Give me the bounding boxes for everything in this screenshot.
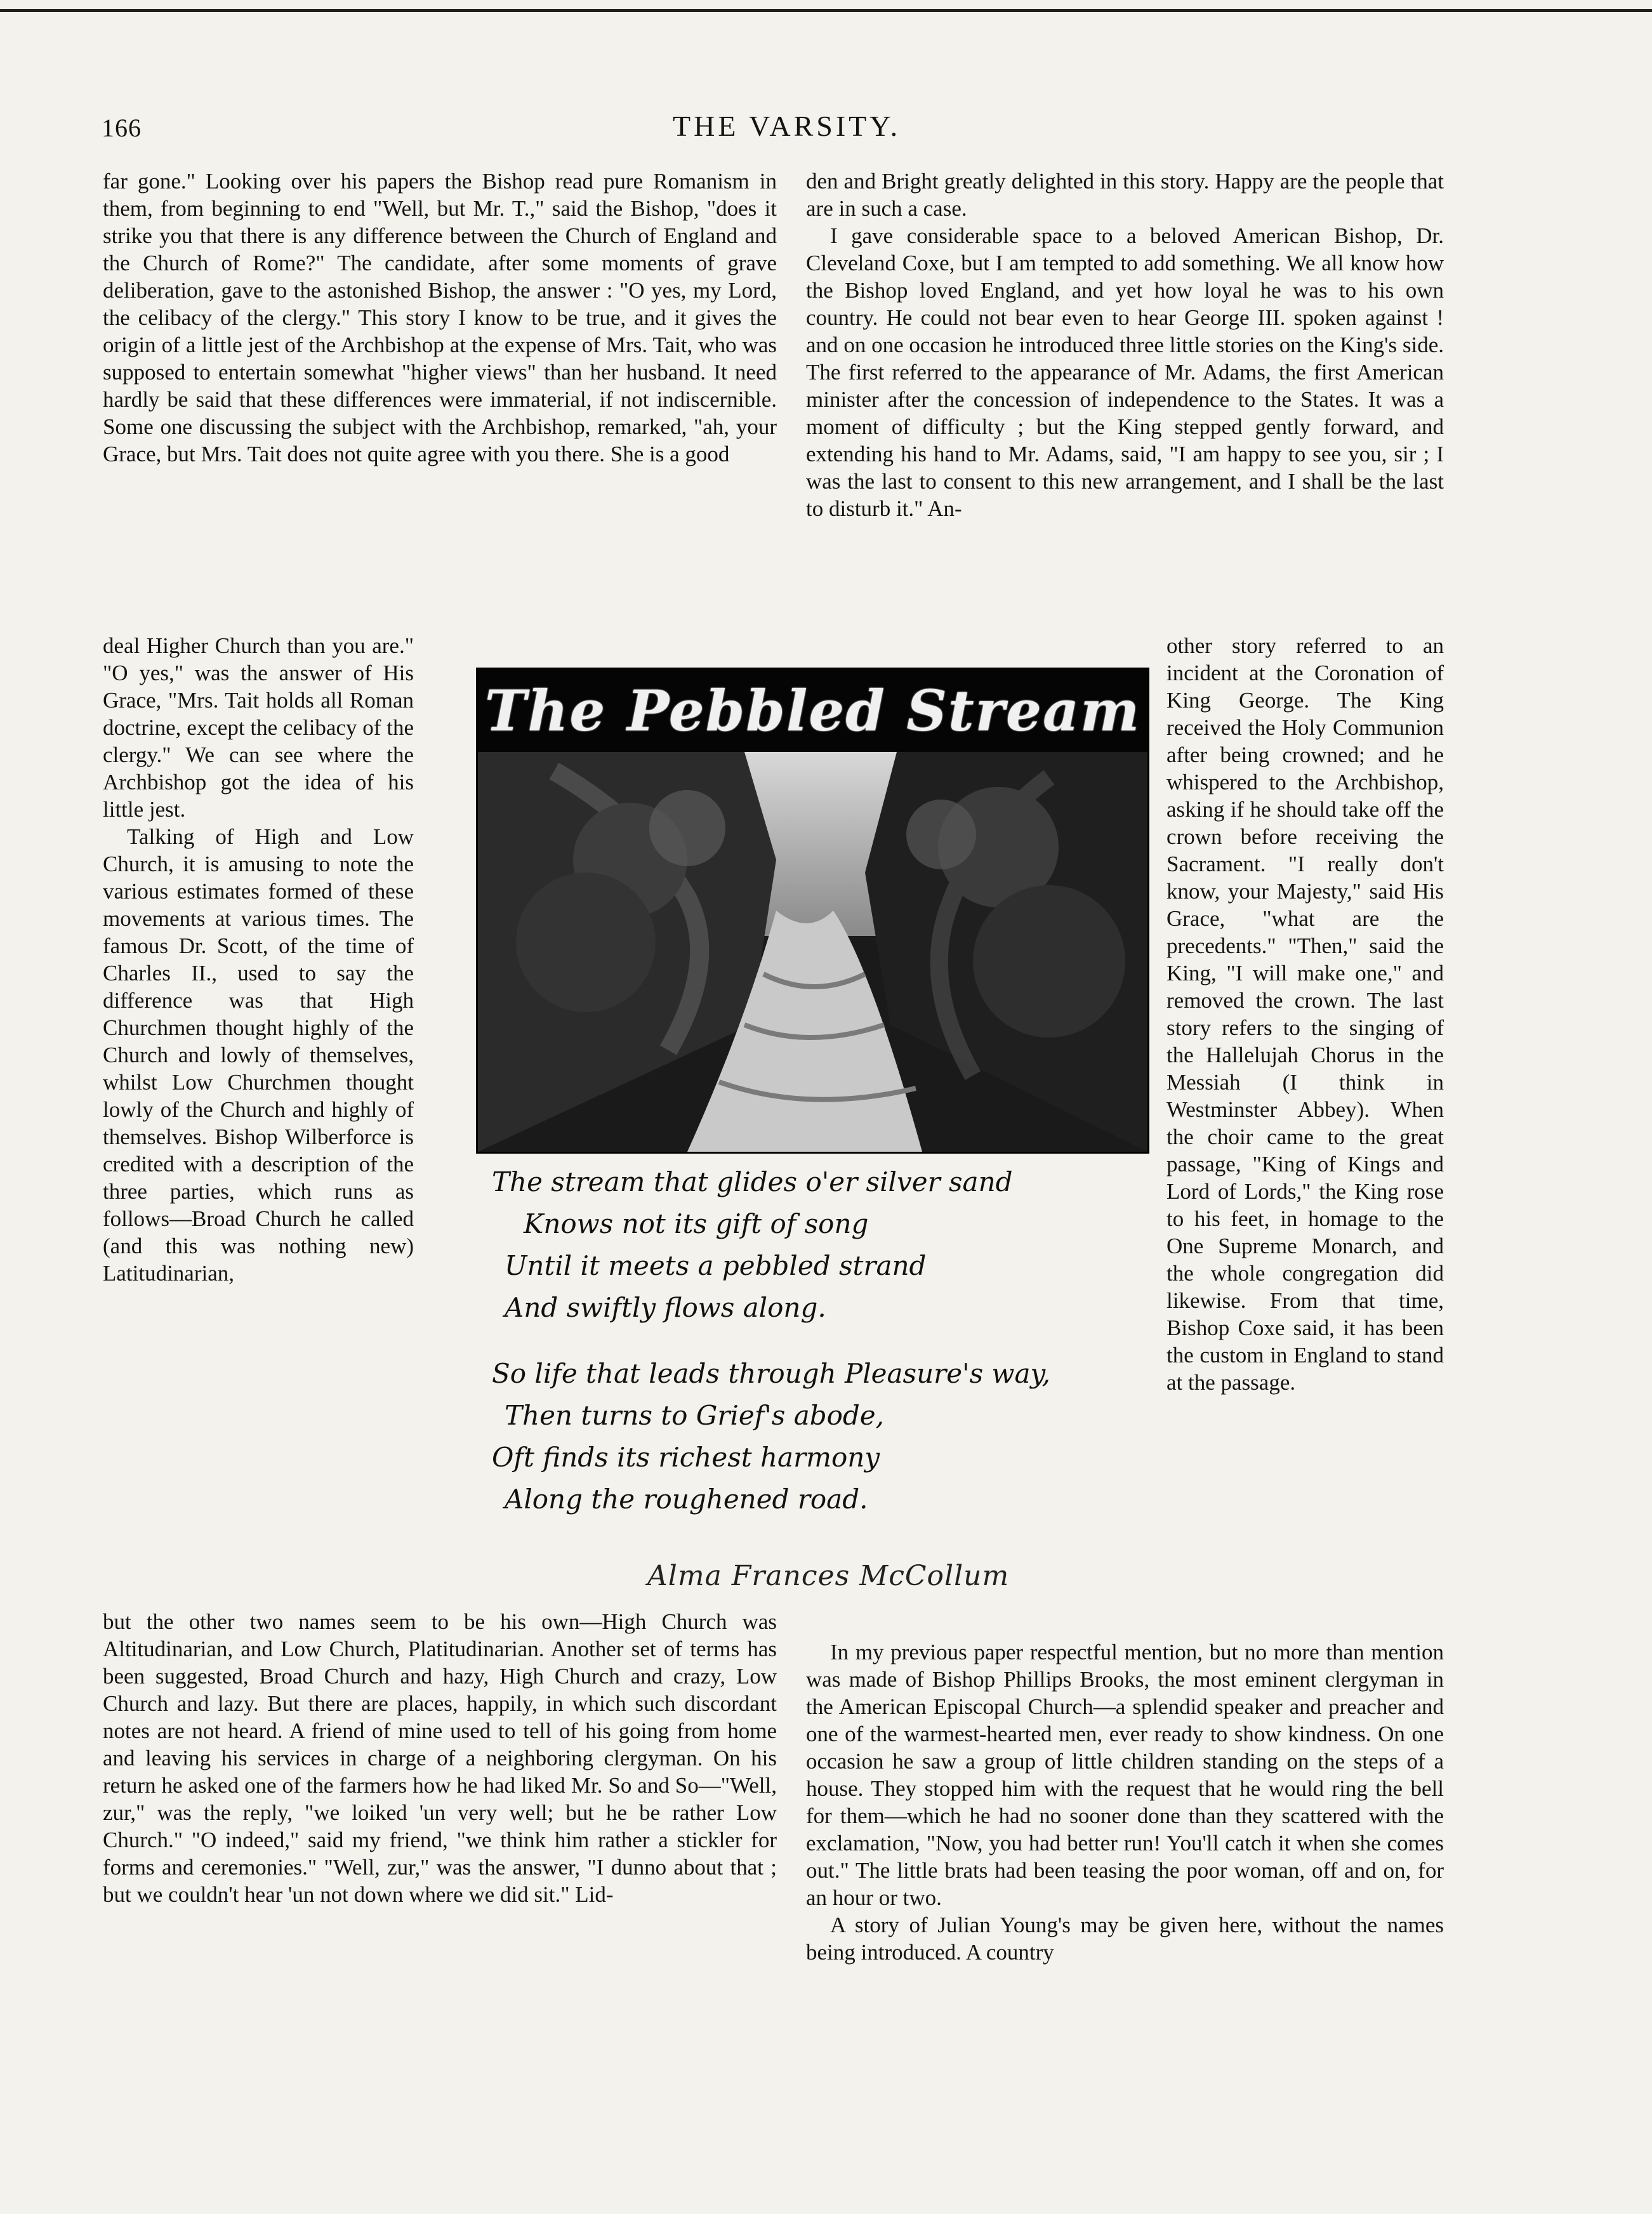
poem-line: So life that leads through Pleasure's way, — [492, 1358, 1051, 1389]
paragraph: but the other two names seem to be his own—High Church was Altitudinarian, and Low Church, Platitudinarian. Another set of terms has been suggested, Broad Church and hazy, High Church and crazy, Low Church and lazy. But there are places, happily, in which such discordant notes are not heard. A friend of mine used to tell of his going from home and leaving his services in charge of a neighboring clergyman. On his return he asked one of the farmers how he had liked Mr. So and So—"Well, zur," was the reply, "we loiked 'un very well; but he be rather Low Church." "O indeed," said my friend, "we think him rather a stickler for forms and ceremonies." "Well, zur," was the answer, "I dunno about that ; but we couldn't hear 'un not down where we did sit." Lid- — [103, 1609, 777, 1907]
poem — [492, 1161, 1127, 1520]
masthead-title: THE VARSITY. — [673, 110, 901, 142]
right-column-bottom — [806, 1638, 1444, 1966]
paragraph: In my previous paper respectful mention, but no more than mention was made of Bishop Phillips Brooks, the most eminent clergyman in the American Episcopal Church—a splendid speaker and preacher and one of the warmest-hearted men, ever ready to show kindness. On one occasion he saw a group of little children standing on the steps of a house. They stopped him with the request that he would ring the bell for them—which he had no sooner done than they scattered with the exclamation, "Now, you had better run! You'll catch it when she comes out." The little brats had been teasing the poor woman, off and on, for an hour or two. — [806, 1640, 1444, 1910]
stream-illustration — [476, 668, 1149, 1154]
right-column-narrow — [1166, 632, 1444, 1396]
page-number: 166 — [102, 114, 142, 142]
poem-line: Knows not its gift of song — [524, 1208, 869, 1239]
top-rule — [0, 9, 1652, 12]
poem-line: Until it meets a pebbled strand — [505, 1250, 927, 1281]
left-column-top — [103, 168, 777, 468]
poem-line: Then turns to Grief's abode, — [505, 1400, 885, 1431]
left-column-narrow — [103, 632, 414, 1287]
paragraph: I gave considerable space to a beloved American Bishop, Dr. Cleveland Coxe, but I am tempted to add something. We all know how the Bishop loved England, and yet how loyal he was to his own country. He could not bear even to hear George III. spoken against ! and on one occasion he introduced three little stories on the King's side. The first referred to the appearance of Mr. Adams, the first American minister after the concession of independence to the States. It was a moment of difficulty ; but the King stepped gently forward, and extending his hand to Mr. Adams, said, "I am happy to see you, sir ; I was the last to consent to this new arrangement, and I shall be the last to disturb it." An- — [806, 223, 1444, 521]
poem-line: Along the roughened road. — [505, 1484, 868, 1515]
signature: Alma Frances McCollum — [647, 1560, 1010, 1592]
paragraph: deal Higher Church than you are." "O yes," was the answer of His Grace, "Mrs. Tait holds all Roman doctrine, except the celibacy of the clergy." We can see where the Archbishop got the idea of his little jest. — [103, 633, 414, 822]
paragraph: Talking of High and Low Church, it is amusing to note the various estimates formed of these movements at various times. The famous Dr. Scott, of the time of Charles II., used to say the difference was that High Churchmen thought highly of the Church and lowly of themselves, whilst Low Churchmen thought lowly of the Church and highly of themselves. Bishop Wilberforce is credited with a description of the three parties, which runs as follows—Broad Church he called (and this was nothing new) Latitudinarian, — [103, 824, 414, 1286]
poem-line: Oft finds its richest harmony — [492, 1442, 880, 1473]
paragraph: A story of Julian Young's may be given here, without the names being introduced. A country — [806, 1913, 1444, 1965]
right-column-top — [806, 168, 1444, 522]
illustration-title: The Pebbled Stream — [478, 669, 1147, 752]
paragraph: den and Bright greatly delighted in this story. Happy are the people that are in such a case. — [806, 169, 1444, 221]
paragraph: other story referred to an incident at the Coronation of King George. The King received the Holy Communion after being crowned; and he whispered to the Archbishop, asking if he should take off the crown before receiving the Sacrament. "I really don't know, your Majesty," said His Grace, "what are the precedents." "Then," said the King, "I will make one," and removed the crown. The last story refers to the singing of the Hallelujah Chorus in the Messiah (I think in Westminster Abbey). When the choir came to the great passage, "King of Kings and Lord of Lords," the King rose to his feet, in homage to the One Supreme Monarch, and the whole congregation did likewise. From that time, Bishop Coxe said, it has been the custom in England to stand at the passage. — [1166, 633, 1444, 1395]
poem-line: And swiftly flows along. — [505, 1292, 826, 1323]
poem-line: The stream that glides o'er silver sand — [492, 1166, 1013, 1197]
paragraph: far gone." Looking over his papers the Bishop read pure Romanism in them, from beginning to end "Well, but Mr. T.," said the Bishop, "does it strike you that there is any difference between the Church of England and the Church of Rome?" The candidate, after some moments of grave deliberation, gave to the astonished Bishop, the answer : "O yes, my Lord, the celibacy of the clergy." This story I know to be true, and it gives the origin of a little jest of the Archbishop at the expense of Mrs. Tait, who was supposed to entertain somewhat "higher views" than her husband. It need hardly be said that these differences were immaterial, if not indiscernible. Some one discussing the subject with the Archbishop, remarked, "ah, your Grace, but Mrs. Tait does not quite agree with you there. She is a good — [103, 169, 777, 466]
left-column-bottom — [103, 1608, 777, 1908]
